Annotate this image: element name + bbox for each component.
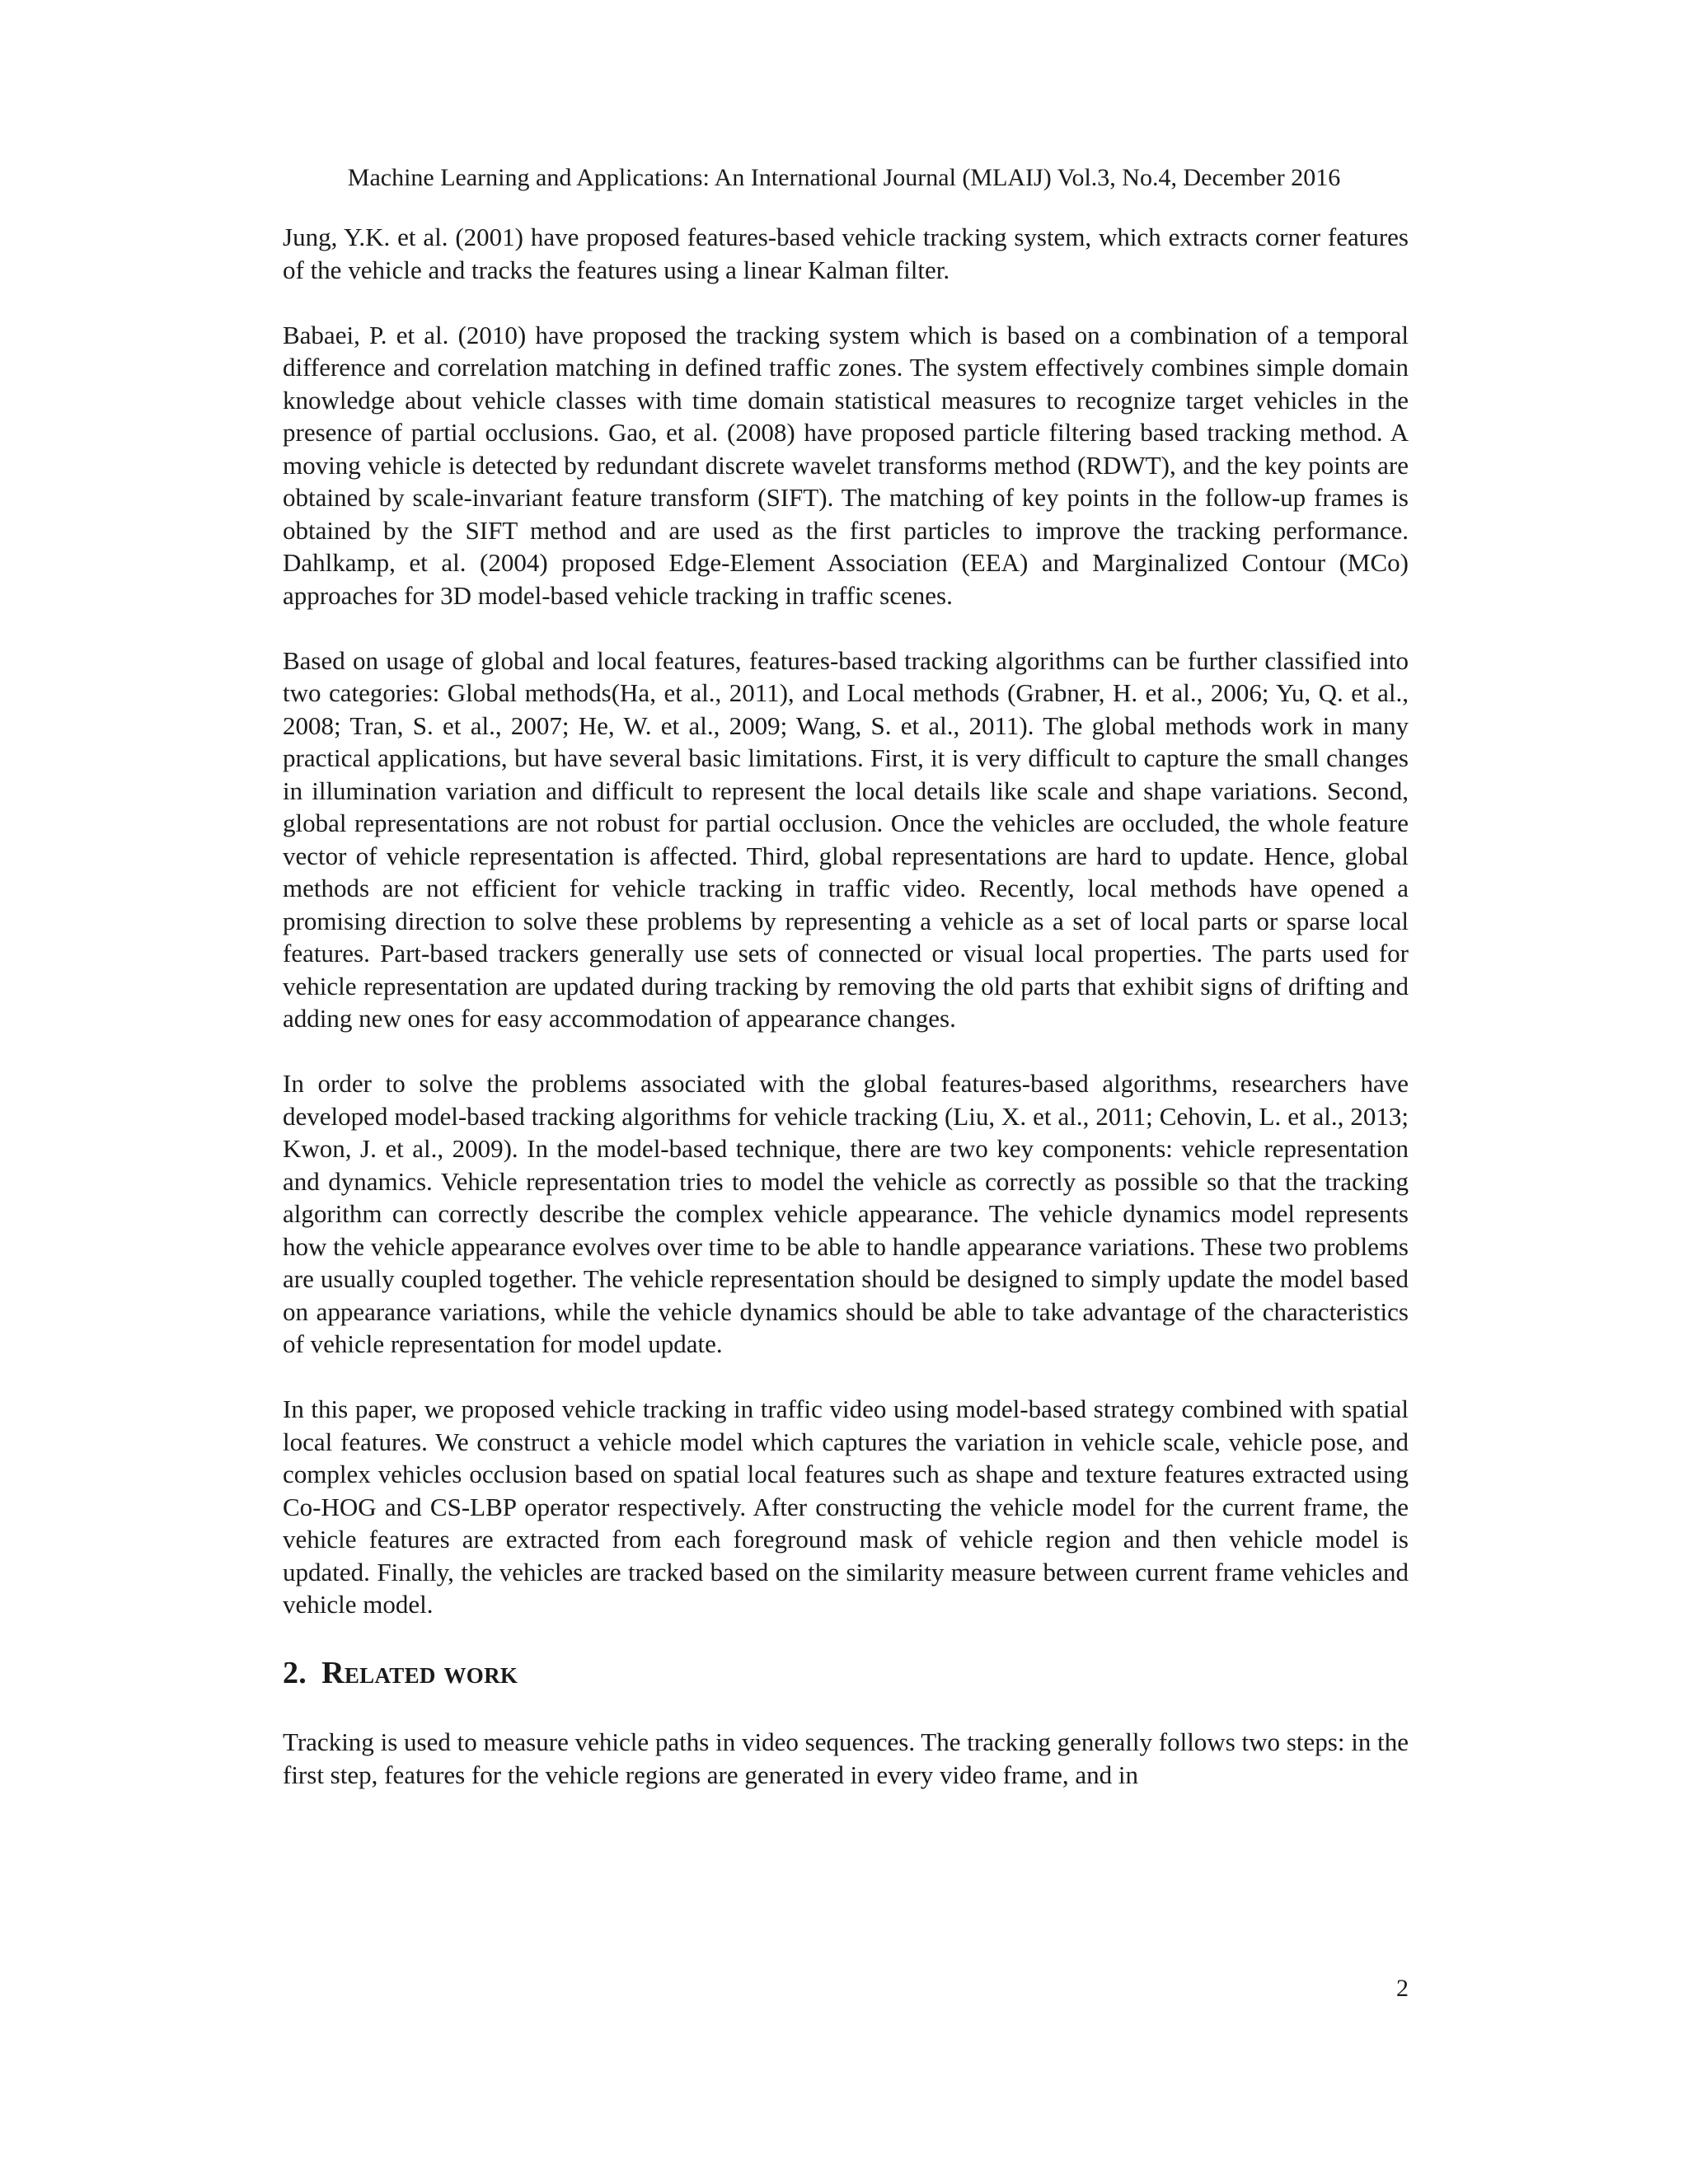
- body-text: [283, 221, 1409, 1824]
- section-heading-related-work: [283, 1653, 1409, 1693]
- paragraph-proposed-method: In this paper, we proposed vehicle tracking in traffic video using model-based strategy combined with spatial local features. We construct a vehicle model which captures the variation in vehicle scale, vehicle pose, and complex vehicles occlusion based on spatial local features such as shape and texture features extracted using Co-HOG and CS-LBP operator respectively. After constructing the vehicle model for the current frame, the vehicle features are extracted from each foreground mask of vehicle region and then vehicle model is updated. Finally, the vehicles are tracked based on the similarity measure between current frame vehicles and vehicle model.: [283, 1394, 1409, 1619]
- paragraph-related-work: Tracking is used to measure vehicle paths in video sequences. The tracking generally follows two steps: in the first step, features for the vehicle regions are generated in every video frame, and in: [283, 1727, 1409, 1789]
- paragraph-babaei: Babaei, P. et al. (2010) have proposed the tracking system which is based on a combination of a temporal difference and correlation matching in defined traffic zones. The system effectively combines simple domain knowledge about vehicle classes with time domain statistical measures to recognize target vehicles in the presence of partial occlusions. Gao, et al. (2008) have proposed particle filtering based tracking method. A moving vehicle is detected by redundant discrete wavelet transforms method (RDWT), and the key points are obtained by scale-invariant feature transform (SIFT). The matching of key points in the follow-up frames is obtained by the SIFT method and are used as the first particles to improve the tracking performance. Dahlkamp, et al. (2004) proposed Edge-Element Association (EEA) and Marginalized Contour (MCo) approaches for 3D model-based vehicle tracking in traffic scenes.: [283, 320, 1409, 610]
- paragraph-model-based-tracking: In order to solve the problems associated with the global features-based algorithms, researchers have developed model-based tracking algorithms for vehicle tracking (Liu, X. et al., 2011; Cehovin, L. et al., 2013; Kwon, J. et al., 2009). In the model-based technique, there are two key components: vehicle representation and dynamics. Vehicle representation tries to model the vehicle as correctly as possible so that the tracking algorithm can correctly describe the complex vehicle appearance. The vehicle dynamics model represents how the vehicle appearance evolves over time to be able to handle appearance variations. These two problems are usually coupled together. The vehicle representation should be designed to simply update the model based on appearance variations, while the vehicle dynamics should be able to take advantage of the characteristics of vehicle representation for model update.: [283, 1069, 1409, 1358]
- paragraph-jung: Jung, Y.K. et al. (2001) have proposed features-based vehicle tracking system, which extracts corner features of the vehicle and tracks the features using a linear Kalman filter.: [283, 223, 1409, 284]
- section-number: 2.: [283, 1656, 307, 1690]
- page-number: 2: [1396, 1975, 1409, 2002]
- section-title: Related work: [321, 1656, 518, 1690]
- paragraph-global-local-features: Based on usage of global and local features, features-based tracking algorithms can be further classified into two categories: Global methods(Ha, et al., 2011), and Local methods (Grabner, H. et al., 2006; Yu, Q. et al., 2008; Tran, S. et al., 2007; He, W. et al., 2009; Wang, S. et al., 2011). The global methods work in many practical applications, but have several basic limitations. First, it is very difficult to capture the small changes in illumination variation and difficult to represent the local details like scale and shape variations. Second, global representations are not robust for partial occlusion. Once the vehicles are occluded, the whole feature vector of vehicle representation is affected. Third, global representations are hard to update. Hence, global methods are not efficient for vehicle tracking in traffic video. Recently, local methods have opened a promising direction to solve these problems by representing a vehicle as a set of local parts or sparse local features. Part-based trackers generally use sets of connected or visual local properties. The parts used for vehicle representation are updated during tracking by removing the old parts that exhibit signs of drifting and adding new ones for easy accommodation of appearance changes.: [283, 645, 1409, 1033]
- running-header: Machine Learning and Applications: An International Journal (MLAIJ) Vol.3, No.4, December 2016: [347, 164, 1341, 191]
